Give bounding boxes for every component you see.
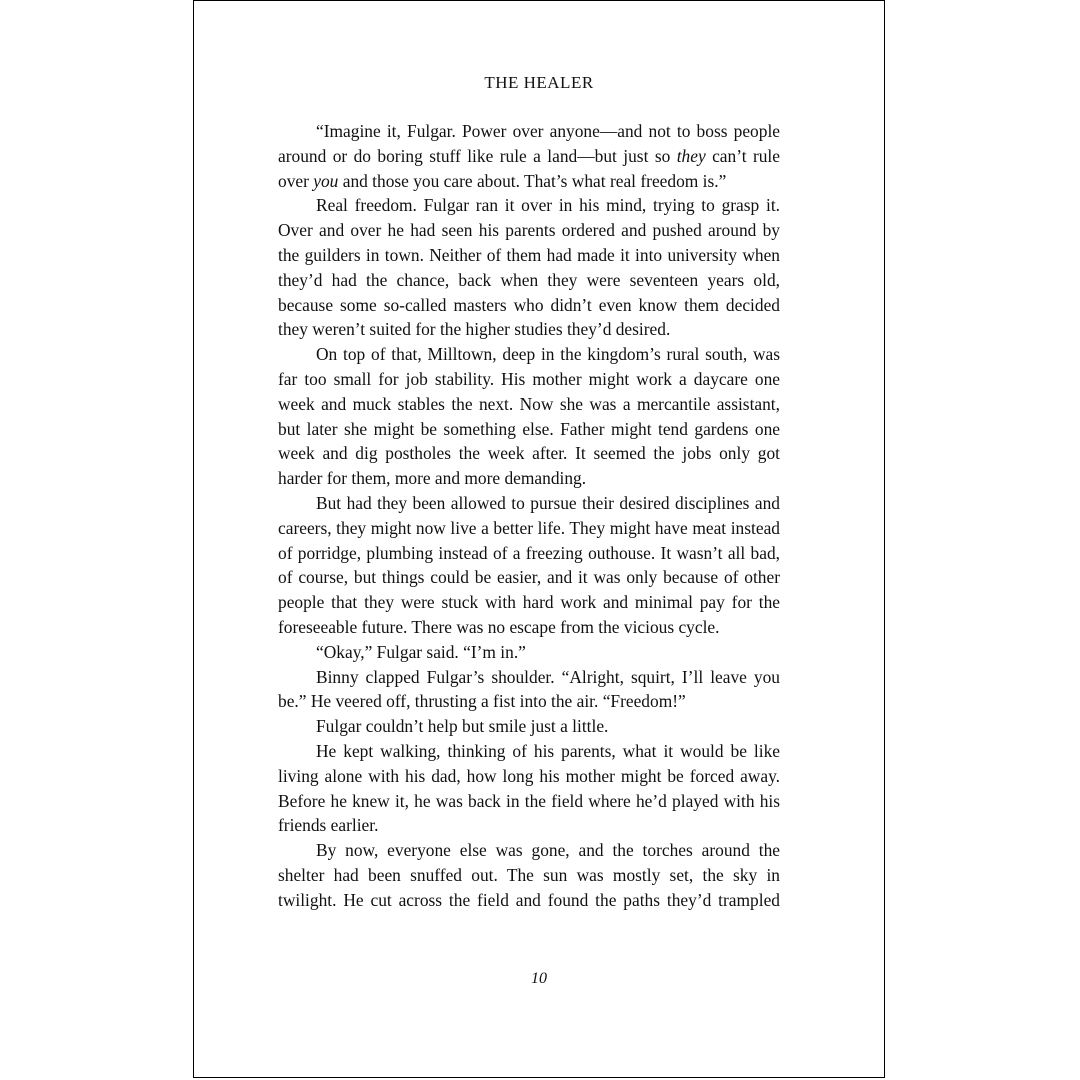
book-page [193, 0, 885, 1078]
paragraph: Binny clapped Fulgar’s shoulder. “Alright, squirt, I’ll leave you be.” He veered off, thrusting a fist into the air. “Freedom!” [278, 666, 780, 712]
paragraph: On top of that, Milltown, deep in the kingdom’s rural south, was far too small for job stability. His mother might work a daycare one week and muck stables the next. Now she was a mercantile assistant, but later she might be something else. Father might tend gardens one week and dig postholes the week after. It seemed the jobs only got harder for them, more and more demanding. [278, 344, 780, 489]
italic-text: you [313, 170, 339, 191]
paragraph: But had they been allowed to pursue their desired disciplines and careers, they might now live a better life. They might have meat instead of porridge, plumbing instead of a freezing outhouse. It wasn’t all bad, of course, but things could be easier, and it was only because of other people that they were stuck with hard work and minimal pay for the foreseeable future. There was no escape from the vicious cycle. [278, 492, 780, 637]
page-number: 10 [531, 970, 547, 987]
body-text [278, 119, 780, 913]
text-segment: and those you care about. That’s what real freedom is.” [338, 170, 727, 191]
italic-text: they [676, 145, 706, 166]
paragraph: Real freedom. Fulgar ran it over in his mind, trying to grasp it. Over and over he had seen his parents ordered and pushed around by the guilders in town. Neither of them had made it into university when they’d had the chance, back when they were seventeen years old, because some so-called masters who didn’t even know them decided they weren’t suited for the higher studies they’d desired. [278, 195, 780, 340]
paragraph: By now, everyone else was gone, and the torches around the shelter had been snuffed out. The sun was mostly set, the sky in twilight. He cut across the field and found the paths they’d trampled [278, 840, 780, 910]
paragraph: He kept walking, thinking of his parents, what it would be like living alone with his dad, how long his mother might be forced away. Before he knew it, he was back in the field where he’d played with his friends earlier. [278, 740, 780, 836]
text-segment: “Imagine it, Fulgar. Power over anyone—and not to boss people around or do boring stuff like rule a land—but just so [278, 121, 780, 166]
running-head: THE HEALER [484, 73, 594, 92]
paragraph: “Okay,” Fulgar said. “I’m in.” [316, 641, 526, 662]
paragraph [278, 119, 780, 193]
paragraph: Fulgar couldn’t help but smile just a little. [316, 716, 609, 737]
text-segment: can’t rule over [278, 145, 780, 191]
